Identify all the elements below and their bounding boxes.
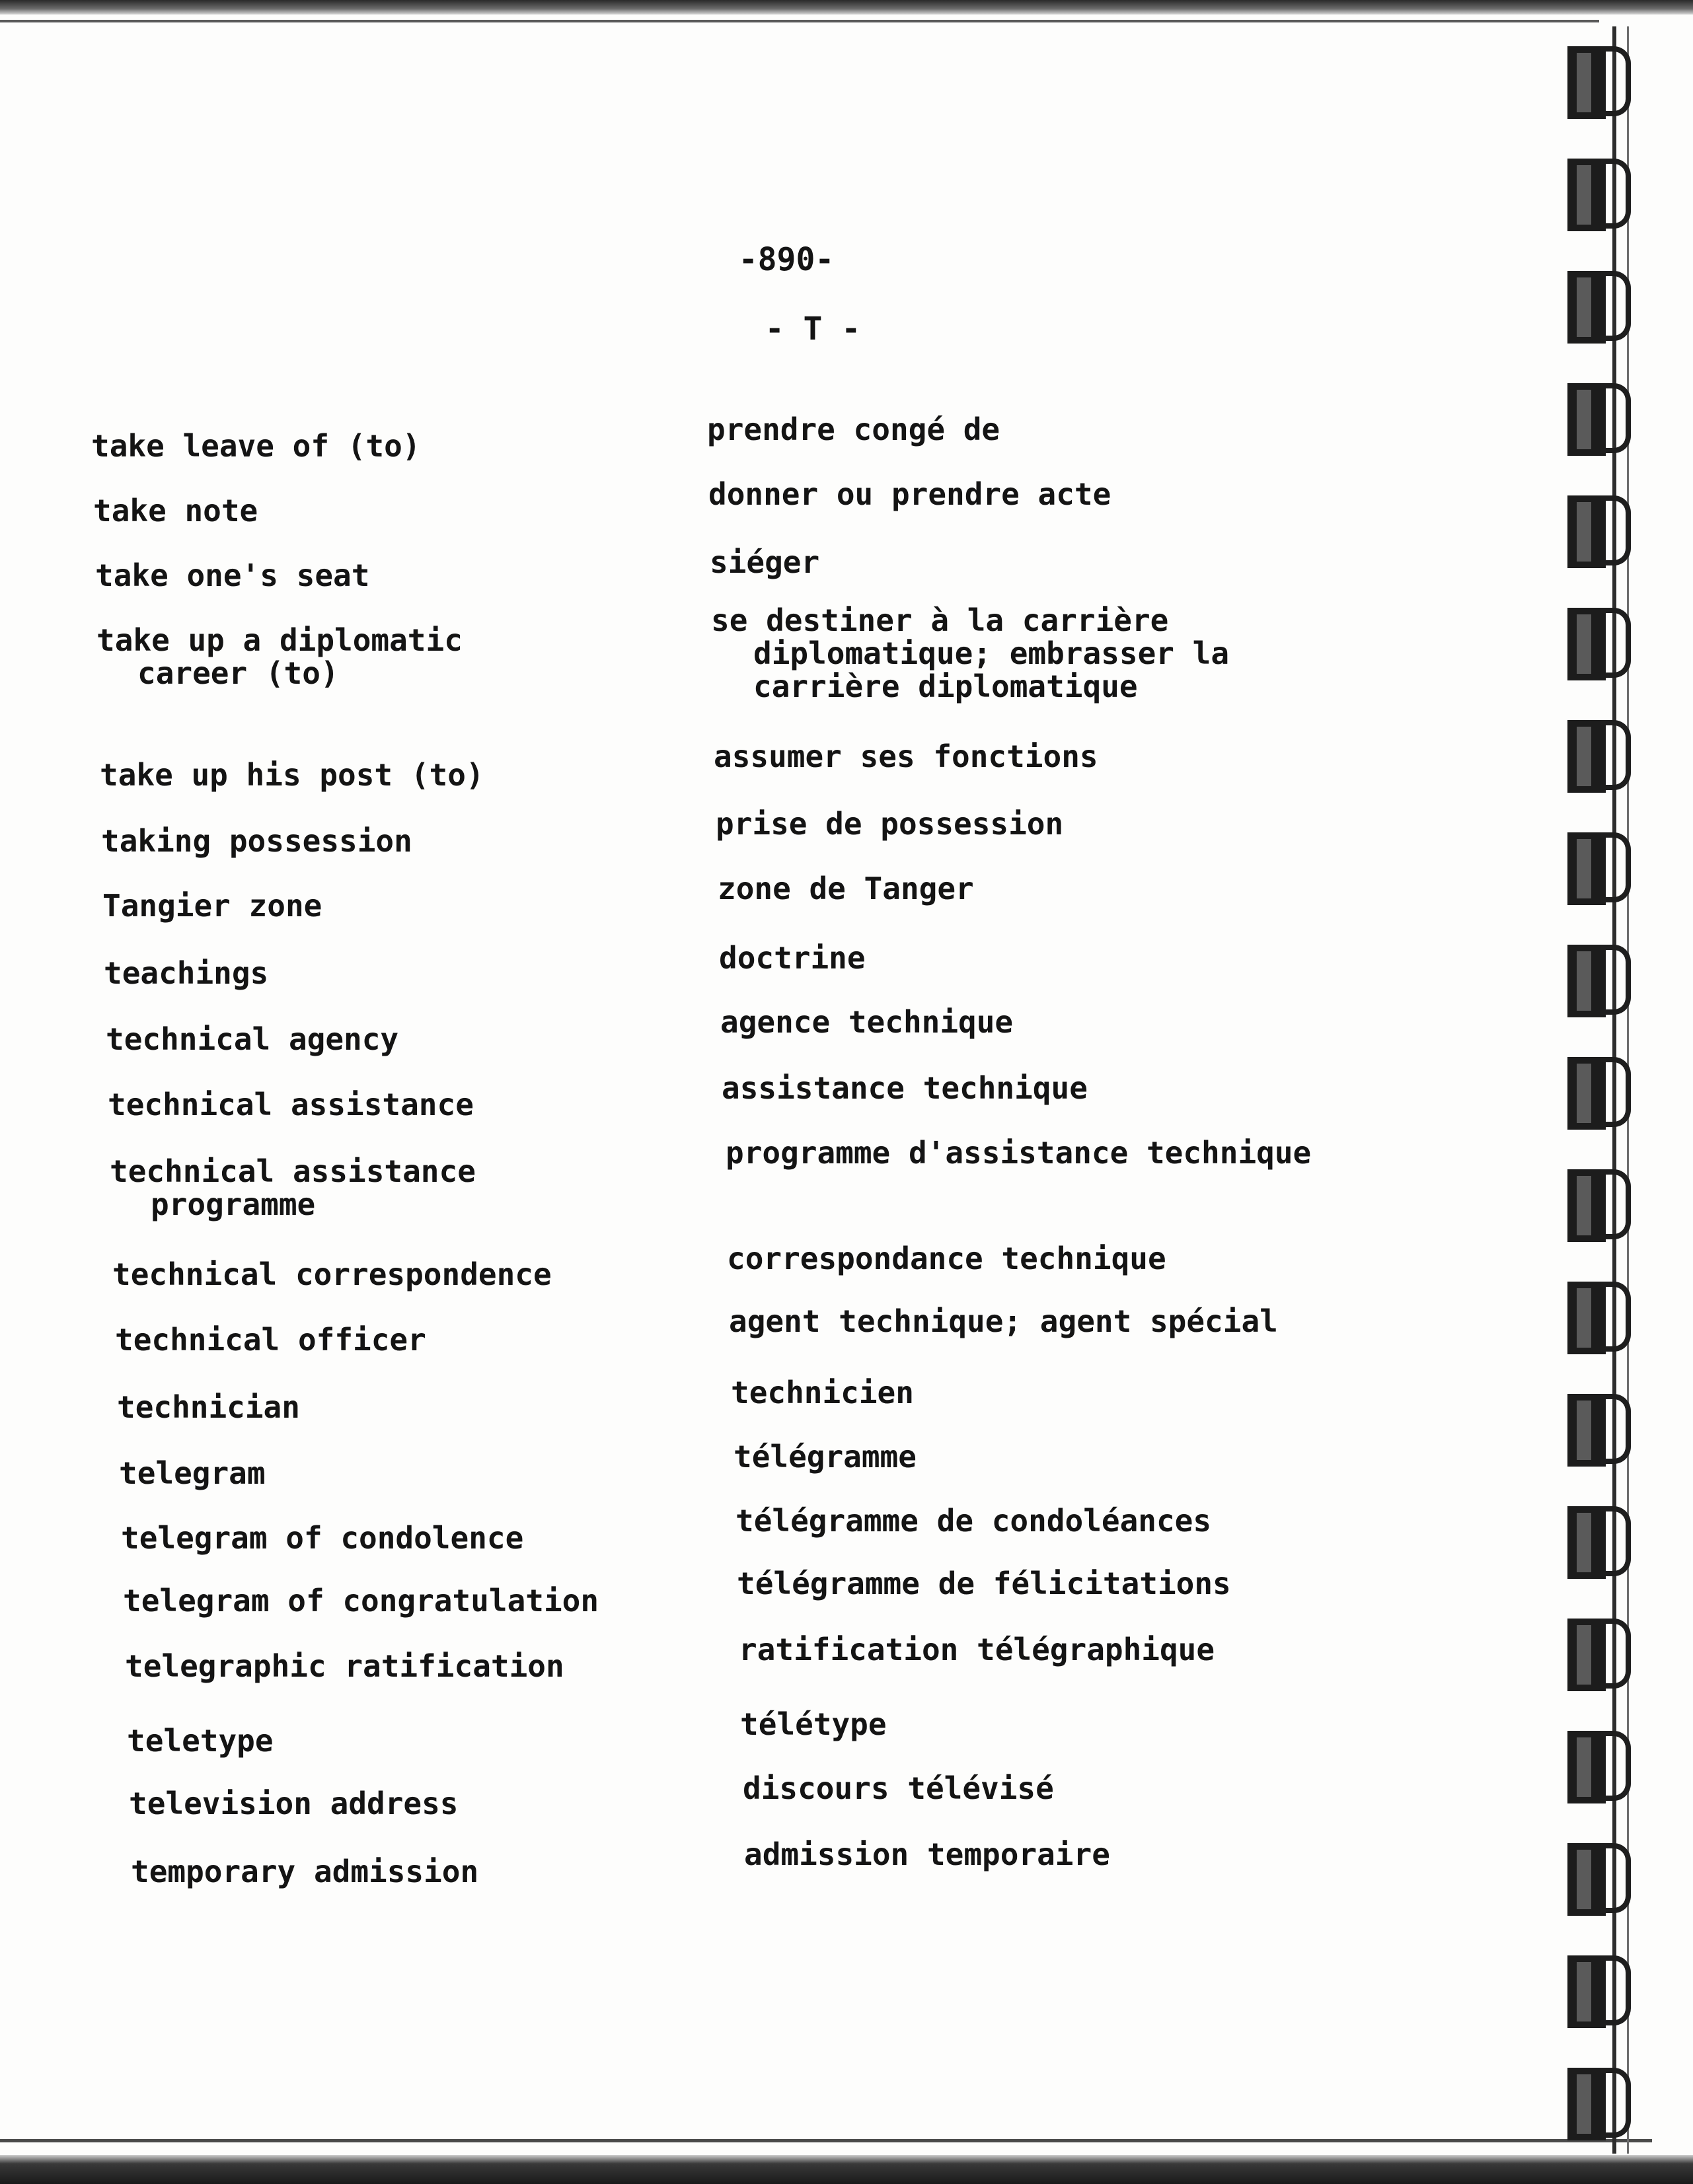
translation-line: doctrine: [719, 940, 866, 976]
entry-term: [104, 957, 268, 990]
term-line: telegram: [119, 1455, 266, 1491]
entry-term: [93, 494, 258, 527]
entry-translation: [735, 1504, 1211, 1537]
entry-translation: [727, 1242, 1166, 1275]
term-line: take one's seat: [95, 558, 370, 593]
term-line: temporary admission: [131, 1854, 479, 1889]
term-line: technical officer: [115, 1322, 426, 1358]
term-line: teletype: [127, 1723, 274, 1759]
entry-translation: [740, 1708, 887, 1741]
term-line: telegram of condolence: [121, 1520, 524, 1556]
entry-term: [131, 1855, 478, 1888]
translation-line: admission temporaire: [744, 1837, 1110, 1872]
scan-top-edge: [0, 0, 1693, 15]
entry-term: [110, 1155, 476, 1221]
entry-term: [112, 1258, 552, 1291]
term-line: television address: [129, 1786, 459, 1821]
binding-ring: [1567, 1731, 1640, 1803]
binding-ring: [1567, 1169, 1640, 1242]
entry-term: [100, 758, 484, 791]
entry-term: [123, 1584, 599, 1617]
scan-top-line: [0, 20, 1599, 22]
binding-ring: [1567, 159, 1640, 231]
binding-ring: [1567, 832, 1640, 905]
binding-ring: [1567, 720, 1640, 793]
translation-line: télégramme de condoléances: [735, 1503, 1212, 1539]
term-line: technical agency: [106, 1021, 399, 1057]
entry-translation: [734, 1440, 917, 1473]
translation-line: correspondance technique: [727, 1241, 1166, 1276]
entry-translation: [743, 1772, 1054, 1805]
binding-ring: [1567, 1955, 1640, 2028]
term-line: telegraphic ratification: [125, 1648, 564, 1684]
entry-term: [127, 1724, 274, 1757]
entry-term: [106, 1023, 398, 1056]
binding-ring: [1567, 1506, 1640, 1579]
binding-ring: [1567, 2068, 1640, 2140]
term-line: take up a diplomatic: [96, 622, 463, 658]
binding-ring: [1567, 1282, 1640, 1354]
binding-ring: [1567, 1843, 1640, 1916]
translation-line: programme d'assistance technique: [726, 1135, 1312, 1171]
entry-term: [91, 429, 421, 462]
entry-translation: [714, 740, 1098, 773]
scan-bottom-line: [0, 2139, 1652, 2142]
entry-translation: [722, 1072, 1088, 1105]
entry-term: [96, 624, 463, 690]
translation-line: technicien: [731, 1375, 914, 1410]
entry-term: [129, 1787, 459, 1820]
entry-translation: [737, 1567, 1231, 1600]
entry-translation: [708, 478, 1111, 511]
entry-translation: [726, 1136, 1311, 1169]
entry-translation: [711, 604, 1229, 703]
entry-translation: [710, 546, 819, 579]
binding-ring: [1567, 1394, 1640, 1467]
term-line: take leave of (to): [91, 428, 421, 464]
binding-ring: [1567, 383, 1640, 456]
term-line: take note: [93, 493, 258, 528]
term-line: taking possession: [101, 823, 412, 859]
entry-term: [121, 1521, 523, 1554]
translation-line: donner ou prendre acte: [708, 476, 1111, 512]
entry-translation: [719, 941, 866, 974]
translation-line: zone de Tanger: [718, 871, 974, 906]
translation-line: agence technique: [720, 1004, 1014, 1040]
translation-line: carrière diplomatique: [753, 669, 1138, 704]
binding-ring: [1567, 1619, 1640, 1691]
entry-translation: [731, 1376, 914, 1409]
entry-term: [115, 1323, 426, 1356]
translation-line: se destiner à la carrière: [711, 602, 1169, 638]
term-line: telegram of congratulation: [123, 1583, 599, 1619]
term-line: technical assistance: [110, 1153, 476, 1189]
binding-ring: [1567, 1057, 1640, 1130]
translation-line: ratification télégraphique: [739, 1632, 1215, 1667]
translation-line: agent technique; agent spécial: [729, 1303, 1278, 1339]
entry-translation: [707, 413, 1000, 446]
translation-line: télégramme de félicitations: [737, 1566, 1231, 1601]
translation-line: prendre congé de: [707, 412, 1000, 447]
page-number: -890-: [738, 241, 835, 278]
entry-term: [119, 1457, 266, 1490]
entry-translation: [739, 1633, 1215, 1666]
term-line: career (to): [137, 655, 339, 691]
entry-term: [117, 1391, 300, 1424]
section-letter: - T -: [765, 310, 861, 347]
binding-ring: [1567, 945, 1640, 1017]
binding-ring: [1567, 46, 1640, 119]
entry-term: [108, 1088, 474, 1121]
term-line: teachings: [104, 955, 269, 991]
entry-term: [125, 1650, 564, 1683]
scan-bottom-edge: [0, 2155, 1693, 2184]
translation-line: siéger: [710, 544, 820, 580]
binding-ring: [1567, 608, 1640, 680]
binding-ring: [1567, 495, 1640, 568]
term-line: programme: [151, 1186, 316, 1222]
entry-translation: [718, 872, 974, 905]
entry-term: [102, 889, 322, 922]
entry-translation: [716, 807, 1063, 840]
entry-translation: [729, 1305, 1278, 1338]
translation-line: télétype: [740, 1706, 887, 1742]
entry-term: [95, 559, 369, 592]
translation-line: assumer ses fonctions: [714, 739, 1098, 774]
translation-line: prise de possession: [716, 806, 1064, 842]
term-line: technician: [117, 1389, 300, 1425]
translation-line: télégramme: [734, 1439, 917, 1474]
translation-line: diplomatique; embrasser la: [753, 636, 1230, 671]
entry-translation: [744, 1838, 1110, 1871]
entry-translation: [720, 1005, 1013, 1038]
entry-term: [101, 824, 412, 857]
term-line: technical correspondence: [112, 1256, 552, 1292]
translation-line: discours télévisé: [743, 1770, 1054, 1806]
translation-line: assistance technique: [722, 1070, 1088, 1106]
term-line: technical assistance: [108, 1087, 474, 1122]
term-line: take up his post (to): [100, 757, 484, 793]
binding-ring: [1567, 271, 1640, 344]
term-line: Tangier zone: [102, 888, 322, 924]
